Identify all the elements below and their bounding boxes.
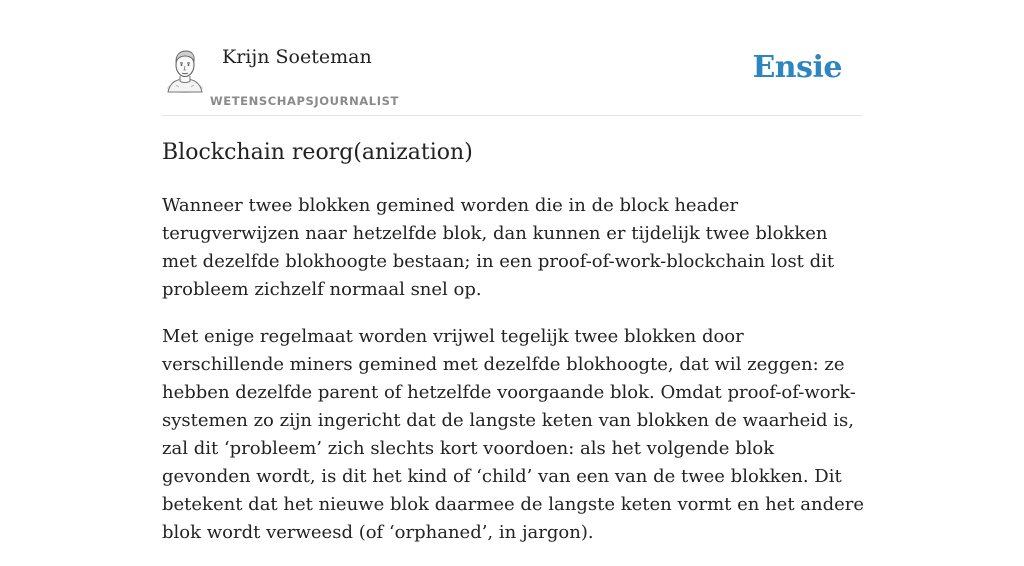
author-name[interactable]: Krijn Soeteman — [222, 46, 372, 68]
article-paragraph: Met enige regelmaat worden vrijwel tegelijk twee blokken door verschillende miners gemined met dezelfde blokhoogte, dat wil zeggen: ze hebben dezelfde parent of hetzelfde voorgaande blok. Omdat proof-of-work-systemen zo zijn ingericht dat de langste keten van blokken de waarheid is, zal dit ‘probleem’ zich slechts kort voordoen: als het volgende blok gevonden wordt, is dit het kind of ‘child’ van een van de twee blokken. Dit betekent dat het nieuwe blok daarmee de langste keten vormt en het andere blok wordt verweesd (of ‘orphaned’, in jargon). — [162, 326, 865, 543]
ensie-logo[interactable]: Ensie — [752, 50, 842, 85]
article-body — [162, 192, 867, 566]
article-paragraph: Wanneer twee blokken gemined worden die in de block header terugverwijzen naar hetzelfde blok, dan kunnen er tijdelijk twee blokken met dezelfde blokhoogte bestaan; in een proof-of-work-blockchain lost dit probleem zichzelf normaal snel op. — [162, 195, 835, 300]
author-avatar[interactable] — [162, 46, 208, 92]
portrait-sketch-icon — [162, 46, 208, 92]
author-header — [162, 40, 862, 116]
article-title: Blockchain reorg(anization) — [162, 140, 473, 165]
author-role: WETENSCHAPSJOURNALIST — [210, 94, 399, 108]
